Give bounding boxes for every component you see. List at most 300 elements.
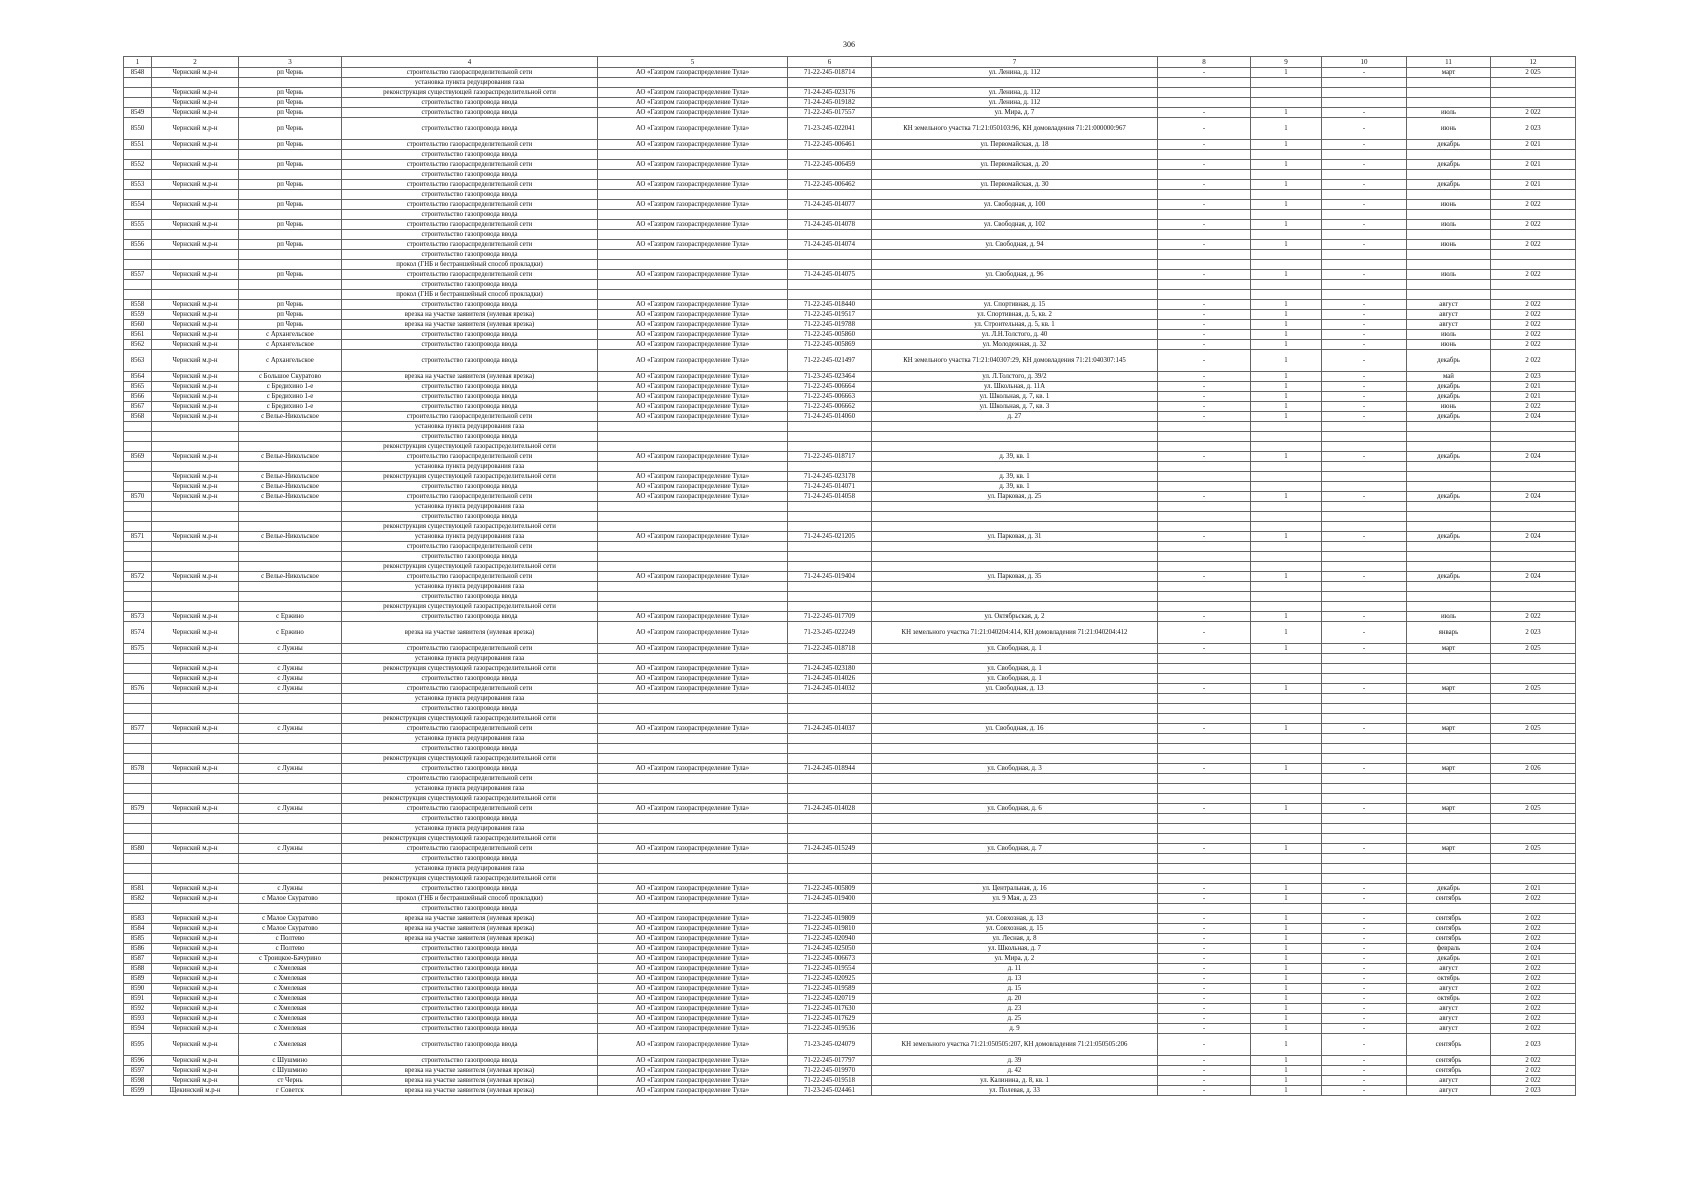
cell-work-type: строительство газопровода ввода bbox=[342, 98, 598, 108]
cell-year: 2 025 bbox=[1491, 684, 1576, 694]
cell-month bbox=[1407, 78, 1491, 88]
cell-year bbox=[1491, 674, 1576, 684]
cell-settlement: рп Чернь bbox=[239, 118, 342, 140]
table-row bbox=[124, 290, 1576, 300]
cell-col10: - bbox=[1322, 1004, 1407, 1014]
cell-work-type: врезка на участке заявителя (нулевая врезка) bbox=[342, 914, 598, 924]
table-row bbox=[124, 814, 1576, 824]
table-row bbox=[124, 694, 1576, 704]
cell-organization bbox=[598, 78, 788, 88]
cell-district: Чернский м.р-н bbox=[152, 340, 239, 350]
cell-col8: - bbox=[1158, 612, 1251, 622]
cell-col10 bbox=[1322, 472, 1407, 482]
cell-district: Чернский м.р-н bbox=[152, 330, 239, 340]
cell-year: 2 024 bbox=[1491, 492, 1576, 502]
cell-application-id: 71-22-245-005869 bbox=[788, 340, 872, 350]
cell-col9: 1 bbox=[1251, 220, 1322, 230]
cell-col10: - bbox=[1322, 108, 1407, 118]
cell-work-type: реконструкция существующей газораспределительной сети bbox=[342, 794, 598, 804]
cell-work-type: врезка на участке заявителя (нулевая врезка) bbox=[342, 310, 598, 320]
cell-col8 bbox=[1158, 602, 1251, 612]
cell-month: декабрь bbox=[1407, 350, 1491, 372]
cell-col9 bbox=[1251, 602, 1322, 612]
table-row bbox=[124, 684, 1576, 694]
cell-application-id bbox=[788, 774, 872, 784]
cell-address: ул. Л.Н.Толстого, д. 40 bbox=[872, 330, 1158, 340]
cell-month: январь bbox=[1407, 622, 1491, 644]
table-row bbox=[124, 784, 1576, 794]
cell-settlement: с Малое Скуратово bbox=[239, 914, 342, 924]
table-row bbox=[124, 844, 1576, 854]
cell-district bbox=[152, 280, 239, 290]
cell-year: 2 025 bbox=[1491, 724, 1576, 734]
cell-col10 bbox=[1322, 654, 1407, 664]
cell-col9 bbox=[1251, 442, 1322, 452]
cell-col8 bbox=[1158, 562, 1251, 572]
cell-district: Чернский м.р-н bbox=[152, 674, 239, 684]
cell-work-type: строительство газопровода ввода bbox=[342, 764, 598, 774]
cell-year: 2 022 bbox=[1491, 984, 1576, 994]
cell-col9: 1 bbox=[1251, 914, 1322, 924]
cell-col10 bbox=[1322, 260, 1407, 270]
cell-number bbox=[124, 522, 152, 532]
cell-work-type: строительство газораспределительной сети bbox=[342, 684, 598, 694]
cell-organization bbox=[598, 502, 788, 512]
cell-month bbox=[1407, 714, 1491, 724]
table-row bbox=[124, 1024, 1576, 1034]
cell-work-type: установка пункта редуцирования газа bbox=[342, 824, 598, 834]
cell-organization: АО «Газпром газораспределение Тула» bbox=[598, 914, 788, 924]
cell-settlement: рп Чернь bbox=[239, 300, 342, 310]
column-header: 12 bbox=[1491, 57, 1576, 68]
cell-year bbox=[1491, 854, 1576, 864]
cell-settlement: рп Чернь bbox=[239, 68, 342, 78]
table-row bbox=[124, 834, 1576, 844]
table-row bbox=[124, 612, 1576, 622]
cell-settlement: с Бредихино 1-е bbox=[239, 392, 342, 402]
cell-work-type: реконструкция существующей газораспределительной сети bbox=[342, 522, 598, 532]
cell-col8: - bbox=[1158, 310, 1251, 320]
cell-work-type: строительство газопровода ввода bbox=[342, 150, 598, 160]
cell-work-type: строительство газопровода ввода bbox=[342, 552, 598, 562]
cell-work-type: установка пункта редуцирования газа bbox=[342, 654, 598, 664]
cell-number: 8588 bbox=[124, 964, 152, 974]
cell-address bbox=[872, 462, 1158, 472]
cell-settlement: с Полтево bbox=[239, 934, 342, 944]
cell-settlement: с Лужны bbox=[239, 644, 342, 654]
table-row bbox=[124, 874, 1576, 884]
cell-work-type: строительство газораспределительной сети bbox=[342, 644, 598, 654]
cell-settlement: с Ержино bbox=[239, 622, 342, 644]
cell-number bbox=[124, 150, 152, 160]
cell-year bbox=[1491, 552, 1576, 562]
cell-col10: - bbox=[1322, 1024, 1407, 1034]
cell-district: Чернский м.р-н bbox=[152, 382, 239, 392]
cell-work-type: реконструкция существующей газораспределительной сети bbox=[342, 88, 598, 98]
cell-number bbox=[124, 824, 152, 834]
cell-month: август bbox=[1407, 300, 1491, 310]
cell-work-type: установка пункта редуцирования газа bbox=[342, 864, 598, 874]
cell-number: 8583 bbox=[124, 914, 152, 924]
cell-district bbox=[152, 250, 239, 260]
cell-application-id bbox=[788, 824, 872, 834]
page-number: 306 bbox=[843, 40, 855, 49]
cell-organization: АО «Газпром газораспределение Тула» bbox=[598, 452, 788, 462]
cell-settlement: с Полтево bbox=[239, 944, 342, 954]
table-row bbox=[124, 230, 1576, 240]
cell-year bbox=[1491, 582, 1576, 592]
cell-col9 bbox=[1251, 502, 1322, 512]
cell-col8 bbox=[1158, 582, 1251, 592]
cell-settlement bbox=[239, 442, 342, 452]
table-body bbox=[124, 68, 1576, 1096]
cell-month bbox=[1407, 260, 1491, 270]
cell-col10: - bbox=[1322, 914, 1407, 924]
table-row bbox=[124, 854, 1576, 864]
cell-address: д. 20 bbox=[872, 994, 1158, 1004]
table-row bbox=[124, 894, 1576, 904]
cell-number bbox=[124, 654, 152, 664]
cell-col8: - bbox=[1158, 1014, 1251, 1024]
table-row bbox=[124, 432, 1576, 442]
cell-address bbox=[872, 774, 1158, 784]
cell-col10: - bbox=[1322, 240, 1407, 250]
cell-work-type: строительство газораспределительной сети bbox=[342, 160, 598, 170]
cell-col9: 1 bbox=[1251, 924, 1322, 934]
cell-settlement: с Хмелевая bbox=[239, 974, 342, 984]
cell-settlement: ст Чернь bbox=[239, 1076, 342, 1086]
cell-col9: 1 bbox=[1251, 310, 1322, 320]
cell-organization: АО «Газпром газораспределение Тула» bbox=[598, 98, 788, 108]
cell-month: декабрь bbox=[1407, 532, 1491, 542]
cell-number bbox=[124, 774, 152, 784]
cell-work-type: строительство газопровода ввода bbox=[342, 250, 598, 260]
cell-organization bbox=[598, 290, 788, 300]
cell-col10 bbox=[1322, 582, 1407, 592]
cell-organization bbox=[598, 834, 788, 844]
cell-organization: АО «Газпром газораспределение Тула» bbox=[598, 382, 788, 392]
cell-month: март bbox=[1407, 724, 1491, 734]
cell-year: 2 022 bbox=[1491, 108, 1576, 118]
cell-application-id bbox=[788, 260, 872, 270]
cell-district bbox=[152, 190, 239, 200]
cell-district: Чернский м.р-н bbox=[152, 1034, 239, 1056]
cell-month: июль bbox=[1407, 108, 1491, 118]
cell-year bbox=[1491, 422, 1576, 432]
table-row bbox=[124, 592, 1576, 602]
cell-number bbox=[124, 482, 152, 492]
cell-year: 2 022 bbox=[1491, 310, 1576, 320]
cell-address bbox=[872, 654, 1158, 664]
table-row bbox=[124, 994, 1576, 1004]
cell-number: 8573 bbox=[124, 612, 152, 622]
cell-col9 bbox=[1251, 592, 1322, 602]
cell-col8: - bbox=[1158, 884, 1251, 894]
cell-col10 bbox=[1322, 834, 1407, 844]
cell-organization bbox=[598, 582, 788, 592]
cell-organization: АО «Газпром газораспределение Тула» bbox=[598, 924, 788, 934]
cell-col10: - bbox=[1322, 622, 1407, 644]
cell-number bbox=[124, 704, 152, 714]
cell-col8 bbox=[1158, 592, 1251, 602]
cell-district bbox=[152, 432, 239, 442]
cell-year: 2 022 bbox=[1491, 1014, 1576, 1024]
table-row bbox=[124, 824, 1576, 834]
cell-district bbox=[152, 592, 239, 602]
cell-col10: - bbox=[1322, 320, 1407, 330]
cell-year bbox=[1491, 754, 1576, 764]
cell-col8: - bbox=[1158, 108, 1251, 118]
cell-number: 8558 bbox=[124, 300, 152, 310]
cell-district: Щекинский м.р-н bbox=[152, 1086, 239, 1096]
cell-year bbox=[1491, 864, 1576, 874]
cell-organization: АО «Газпром газораспределение Тула» bbox=[598, 1034, 788, 1056]
cell-col9: 1 bbox=[1251, 1076, 1322, 1086]
table-row bbox=[124, 422, 1576, 432]
cell-col8: - bbox=[1158, 392, 1251, 402]
cell-col9 bbox=[1251, 432, 1322, 442]
cell-col9 bbox=[1251, 542, 1322, 552]
table-row bbox=[124, 310, 1576, 320]
cell-number bbox=[124, 542, 152, 552]
cell-number: 8562 bbox=[124, 340, 152, 350]
cell-col9 bbox=[1251, 774, 1322, 784]
cell-col10 bbox=[1322, 280, 1407, 290]
cell-month bbox=[1407, 542, 1491, 552]
cell-work-type: реконструкция существующей газораспределительной сети bbox=[342, 562, 598, 572]
cell-number: 8594 bbox=[124, 1024, 152, 1034]
cell-settlement bbox=[239, 502, 342, 512]
cell-number: 8587 bbox=[124, 954, 152, 964]
cell-year: 2 022 bbox=[1491, 974, 1576, 984]
cell-address: д. 23 bbox=[872, 1004, 1158, 1014]
cell-work-type: строительство газопровода ввода bbox=[342, 704, 598, 714]
cell-year: 2 023 bbox=[1491, 372, 1576, 382]
cell-organization: АО «Газпром газораспределение Тула» bbox=[598, 140, 788, 150]
cell-col10 bbox=[1322, 744, 1407, 754]
cell-number bbox=[124, 592, 152, 602]
cell-settlement bbox=[239, 552, 342, 562]
cell-number: 8589 bbox=[124, 974, 152, 984]
cell-settlement: рп Чернь bbox=[239, 88, 342, 98]
cell-application-id bbox=[788, 150, 872, 160]
cell-work-type: строительство газораспределительной сети bbox=[342, 542, 598, 552]
cell-district bbox=[152, 834, 239, 844]
cell-number bbox=[124, 794, 152, 804]
cell-district bbox=[152, 744, 239, 754]
cell-application-id bbox=[788, 542, 872, 552]
cell-district bbox=[152, 290, 239, 300]
cell-number bbox=[124, 664, 152, 674]
cell-month: август bbox=[1407, 310, 1491, 320]
cell-year: 2 025 bbox=[1491, 644, 1576, 654]
cell-organization: АО «Газпром газораспределение Тула» bbox=[598, 340, 788, 350]
cell-organization bbox=[598, 250, 788, 260]
cell-year: 2 021 bbox=[1491, 160, 1576, 170]
cell-month: декабрь bbox=[1407, 412, 1491, 422]
cell-work-type: строительство газопровода ввода bbox=[342, 884, 598, 894]
cell-organization: АО «Газпром газораспределение Тула» bbox=[598, 674, 788, 684]
cell-address bbox=[872, 512, 1158, 522]
cell-organization: АО «Газпром газораспределение Тула» bbox=[598, 68, 788, 78]
cell-col9: 1 bbox=[1251, 724, 1322, 734]
cell-col8 bbox=[1158, 824, 1251, 834]
cell-application-id: 71-22-245-019518 bbox=[788, 1076, 872, 1086]
cell-number: 8567 bbox=[124, 402, 152, 412]
table-row bbox=[124, 190, 1576, 200]
cell-year: 2 022 bbox=[1491, 320, 1576, 330]
cell-district bbox=[152, 734, 239, 744]
cell-year bbox=[1491, 88, 1576, 98]
cell-col9: 1 bbox=[1251, 412, 1322, 422]
cell-col8 bbox=[1158, 290, 1251, 300]
cell-district bbox=[152, 854, 239, 864]
cell-organization: АО «Газпром газораспределение Тула» bbox=[598, 894, 788, 904]
cell-work-type: врезка на участке заявителя (нулевая врезка) bbox=[342, 934, 598, 944]
cell-settlement bbox=[239, 260, 342, 270]
cell-address: ул. Ленина, д. 112 bbox=[872, 88, 1158, 98]
cell-settlement bbox=[239, 582, 342, 592]
cell-col10 bbox=[1322, 150, 1407, 160]
cell-work-type: реконструкция существующей газораспределительной сети bbox=[342, 442, 598, 452]
cell-district bbox=[152, 704, 239, 714]
cell-col10 bbox=[1322, 704, 1407, 714]
cell-application-id bbox=[788, 230, 872, 240]
cell-address: д. 11 bbox=[872, 964, 1158, 974]
cell-col10: - bbox=[1322, 1034, 1407, 1056]
cell-organization: АО «Газпром газораспределение Тула» bbox=[598, 1086, 788, 1096]
cell-month: март bbox=[1407, 804, 1491, 814]
cell-col8 bbox=[1158, 422, 1251, 432]
cell-address: д. 15 bbox=[872, 984, 1158, 994]
cell-col9 bbox=[1251, 250, 1322, 260]
cell-month: июнь bbox=[1407, 240, 1491, 250]
cell-col8: - bbox=[1158, 924, 1251, 934]
cell-year bbox=[1491, 602, 1576, 612]
cell-district: Чернский м.р-н bbox=[152, 764, 239, 774]
cell-address bbox=[872, 904, 1158, 914]
cell-district bbox=[152, 874, 239, 884]
cell-work-type: строительство газораспределительной сети bbox=[342, 804, 598, 814]
cell-year bbox=[1491, 562, 1576, 572]
table-row bbox=[124, 724, 1576, 734]
cell-address: ул. Свободная, д. 100 bbox=[872, 200, 1158, 210]
table-row bbox=[124, 1076, 1576, 1086]
cell-organization bbox=[598, 754, 788, 764]
cell-work-type: строительство газопровода ввода bbox=[342, 944, 598, 954]
cell-month bbox=[1407, 522, 1491, 532]
cell-year bbox=[1491, 704, 1576, 714]
cell-col10 bbox=[1322, 210, 1407, 220]
cell-col9 bbox=[1251, 522, 1322, 532]
cell-settlement: с Шушмино bbox=[239, 1056, 342, 1066]
cell-address bbox=[872, 150, 1158, 160]
cell-settlement: г Советск bbox=[239, 1086, 342, 1096]
cell-organization: АО «Газпром газораспределение Тула» bbox=[598, 402, 788, 412]
cell-settlement: с Велье-Никольское bbox=[239, 482, 342, 492]
cell-col10: - bbox=[1322, 160, 1407, 170]
cell-settlement: с Хмелевая bbox=[239, 1034, 342, 1056]
cell-month bbox=[1407, 432, 1491, 442]
cell-application-id: 71-23-245-022041 bbox=[788, 118, 872, 140]
cell-work-type: установка пункта редуцирования газа bbox=[342, 502, 598, 512]
cell-organization: АО «Газпром газораспределение Тула» bbox=[598, 974, 788, 984]
cell-number: 8579 bbox=[124, 804, 152, 814]
cell-year bbox=[1491, 290, 1576, 300]
cell-col9: 1 bbox=[1251, 984, 1322, 994]
cell-work-type: строительство газораспределительной сети bbox=[342, 724, 598, 734]
cell-col9: 1 bbox=[1251, 1056, 1322, 1066]
table-row bbox=[124, 170, 1576, 180]
cell-col9: 1 bbox=[1251, 372, 1322, 382]
cell-settlement bbox=[239, 694, 342, 704]
cell-district: Чернский м.р-н bbox=[152, 310, 239, 320]
cell-district: Чернский м.р-н bbox=[152, 452, 239, 462]
cell-settlement bbox=[239, 210, 342, 220]
cell-col8 bbox=[1158, 230, 1251, 240]
cell-col8: - bbox=[1158, 684, 1251, 694]
cell-application-id bbox=[788, 874, 872, 884]
cell-number bbox=[124, 512, 152, 522]
cell-address bbox=[872, 170, 1158, 180]
cell-month: декабрь bbox=[1407, 884, 1491, 894]
cell-number: 8577 bbox=[124, 724, 152, 734]
cell-col10 bbox=[1322, 664, 1407, 674]
cell-month: август bbox=[1407, 320, 1491, 330]
cell-col10: - bbox=[1322, 1076, 1407, 1086]
cell-work-type: строительство газораспределительной сети bbox=[342, 68, 598, 78]
cell-work-type: строительство газораспределительной сети bbox=[342, 140, 598, 150]
cell-col9: 1 bbox=[1251, 1066, 1322, 1076]
cell-month: август bbox=[1407, 1024, 1491, 1034]
table-row bbox=[124, 864, 1576, 874]
cell-month: август bbox=[1407, 964, 1491, 974]
cell-district: Чернский м.р-н bbox=[152, 934, 239, 944]
cell-work-type: реконструкция существующей газораспределительной сети bbox=[342, 714, 598, 724]
cell-col10 bbox=[1322, 422, 1407, 432]
cell-district bbox=[152, 814, 239, 824]
cell-address bbox=[872, 210, 1158, 220]
table-row bbox=[124, 1004, 1576, 1014]
cell-work-type: прокол (ГНБ и бестраншейный способ прокладки) bbox=[342, 290, 598, 300]
cell-settlement: с Лужны bbox=[239, 664, 342, 674]
cell-col9 bbox=[1251, 904, 1322, 914]
cell-col8: - bbox=[1158, 954, 1251, 964]
table-row bbox=[124, 372, 1576, 382]
cell-settlement: рп Чернь bbox=[239, 108, 342, 118]
cell-organization: АО «Газпром газораспределение Тула» bbox=[598, 180, 788, 190]
cell-work-type: строительство газопровода ввода bbox=[342, 280, 598, 290]
cell-settlement: рп Чернь bbox=[239, 98, 342, 108]
cell-col10 bbox=[1322, 854, 1407, 864]
cell-year bbox=[1491, 784, 1576, 794]
cell-col8: - bbox=[1158, 330, 1251, 340]
cell-application-id bbox=[788, 190, 872, 200]
cell-col8: - bbox=[1158, 934, 1251, 944]
cell-year bbox=[1491, 210, 1576, 220]
cell-district bbox=[152, 210, 239, 220]
cell-settlement bbox=[239, 422, 342, 432]
cell-address bbox=[872, 422, 1158, 432]
cell-application-id: 71-22-245-018717 bbox=[788, 452, 872, 462]
cell-number: 8570 bbox=[124, 492, 152, 502]
cell-organization bbox=[598, 592, 788, 602]
cell-col9: 1 bbox=[1251, 572, 1322, 582]
cell-col9 bbox=[1251, 562, 1322, 572]
cell-month bbox=[1407, 462, 1491, 472]
table-row bbox=[124, 68, 1576, 78]
table-row bbox=[124, 412, 1576, 422]
